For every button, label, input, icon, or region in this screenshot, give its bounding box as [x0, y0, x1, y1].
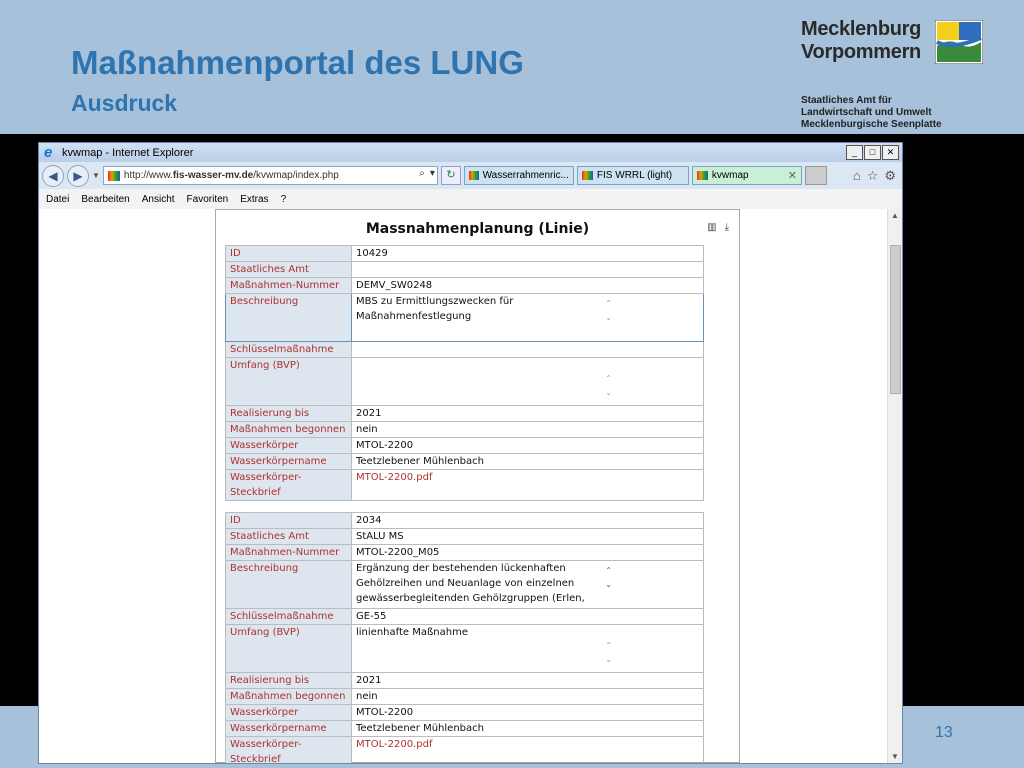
- table-row: [226, 342, 704, 358]
- tab-favicon-icon: [582, 171, 593, 180]
- table-row: [226, 294, 704, 342]
- menu-bearbeiten[interactable]: Bearbeiten: [81, 193, 130, 205]
- scroll-down-icon[interactable]: ▼: [891, 752, 899, 761]
- table-row: [226, 689, 704, 705]
- textarea-scroll-icon[interactable]: ⌃ ⌄: [605, 299, 612, 322]
- table-row: [226, 705, 704, 721]
- value-id: 2034: [352, 513, 704, 529]
- agency-line3: Mecklenburgische Seenplatte: [801, 119, 942, 130]
- mv-logo: [801, 18, 1001, 64]
- label-id: ID: [226, 513, 352, 529]
- slide-subtitle: Ausdruck: [71, 90, 178, 116]
- search-icon[interactable]: ⌕: [419, 168, 425, 179]
- page-number: 13: [935, 724, 953, 741]
- refresh-button[interactable]: ↻: [441, 166, 461, 185]
- table-row: [226, 262, 704, 278]
- record-table: [225, 512, 704, 764]
- value-umfang[interactable]: [352, 625, 704, 673]
- panel-tools: [707, 222, 729, 233]
- steckbrief-link[interactable]: MTOL-2200.pdf: [352, 737, 704, 765]
- forward-button[interactable]: ▶: [67, 165, 89, 187]
- navigation-bar: [39, 162, 902, 189]
- umfang-text: linienhafte Maßnahme: [356, 627, 468, 638]
- address-domain: fis-wasser-mv.de: [172, 170, 254, 181]
- address-tools: [419, 168, 435, 179]
- ie-logo-icon: e: [44, 143, 53, 161]
- table-row: [226, 470, 704, 501]
- menu-datei[interactable]: Datei: [46, 193, 70, 205]
- tab-label: kvwmap: [711, 170, 749, 181]
- label-wk-name: Wasserkörpername: [226, 454, 352, 470]
- mv-flag-icon: [935, 20, 983, 64]
- tab-favicon-icon: [697, 171, 708, 180]
- scroll-thumb[interactable]: [890, 245, 901, 394]
- table-row: [226, 673, 704, 689]
- tab-fis-wrrl[interactable]: [577, 166, 689, 185]
- table-row: [226, 406, 704, 422]
- page-content: [39, 209, 902, 763]
- logo-text-line2: Vorpommern: [801, 41, 921, 63]
- value-id: 10429: [352, 246, 704, 262]
- table-row: [226, 625, 704, 673]
- value-amt: [352, 262, 704, 278]
- table-row: [226, 246, 704, 262]
- browser-toolbar-icons: [853, 168, 896, 184]
- label-begonnen: Maßnahmen begonnen: [226, 422, 352, 438]
- label-amt: Staatliches Amt: [226, 262, 352, 278]
- value-schluessel: GE-55: [352, 609, 704, 625]
- value-schluessel: [352, 342, 704, 358]
- address-suffix: /kvwmap/index.php: [253, 170, 339, 181]
- window-controls: [846, 145, 899, 160]
- value-beschreibung[interactable]: [352, 561, 704, 609]
- browser-window: [38, 142, 903, 764]
- browser-title-bar: [39, 143, 902, 162]
- value-realisierung: 2021: [352, 406, 704, 422]
- beschreibung-line: MBS zu Ermittlungszwecken für: [356, 296, 514, 307]
- menu-ansicht[interactable]: Ansicht: [141, 193, 175, 205]
- menu-help[interactable]: ?: [280, 193, 287, 205]
- value-nummer: DEMV_SW0248: [352, 278, 704, 294]
- beschreibung-line: Ergänzung der bestehenden lückenhaften: [356, 563, 566, 574]
- label-wasserkoerper: Wasserkörper: [226, 438, 352, 454]
- beschreibung-line: Maßnahmenfestlegung: [356, 311, 472, 322]
- tab-kvwmap[interactable]: [692, 166, 802, 185]
- label-schluessel: Schlüsselmaßnahme: [226, 342, 352, 358]
- slide-title: Maßnahmenportal des LUNG: [71, 44, 524, 81]
- beschreibung-line: gewässerbegleitenden Gehölzgruppen (Erlen,: [356, 593, 585, 604]
- value-begonnen: nein: [352, 422, 704, 438]
- table-row: [226, 609, 704, 625]
- value-umfang[interactable]: [352, 358, 704, 406]
- label-realisierung: Realisierung bis: [226, 673, 352, 689]
- textarea-scroll-icon[interactable]: ⌃ ⌄: [605, 641, 612, 664]
- label-begonnen: Maßnahmen begonnen: [226, 689, 352, 705]
- table-row: [226, 422, 704, 438]
- beschreibung-line: Gehölzreihen und Neuanlage von einzelnen: [356, 578, 575, 589]
- value-nummer: MTOL-2200_M05: [352, 545, 704, 561]
- minimize-button[interactable]: _: [846, 145, 863, 160]
- label-id: ID: [226, 246, 352, 262]
- label-wasserkoerper: Wasserkörper: [226, 705, 352, 721]
- tab-label: FIS WRRL (light): [596, 170, 673, 181]
- value-amt: StALU MS: [352, 529, 704, 545]
- menu-favoriten[interactable]: Favoriten: [186, 193, 229, 205]
- value-realisierung: 2021: [352, 673, 704, 689]
- label-nummer: Maßnahmen-Nummer: [226, 278, 352, 294]
- logo-text-line1: Mecklenburg: [801, 18, 922, 40]
- history-dropdown-icon[interactable]: ▼: [92, 171, 100, 180]
- label-nummer: Maßnahmen-Nummer: [226, 545, 352, 561]
- table-row: [226, 545, 704, 561]
- tab-close-icon[interactable]: ✕: [787, 170, 797, 182]
- label-steckbrief: Wasserkörper-Steckbrief: [226, 737, 352, 765]
- window-title: kvwmap - Internet Explorer: [62, 146, 194, 159]
- table-row: [226, 529, 704, 545]
- value-beschreibung[interactable]: [352, 294, 704, 342]
- settings-gear-icon[interactable]: ⚙: [884, 167, 896, 183]
- table-row: [226, 561, 704, 609]
- table-row: [226, 513, 704, 529]
- address-bar[interactable]: [103, 166, 438, 185]
- download-icon[interactable]: ⤓: [724, 222, 729, 233]
- maximize-button[interactable]: □: [864, 145, 881, 160]
- label-steckbrief: Wasserkörper-Steckbrief: [226, 470, 352, 501]
- steckbrief-link[interactable]: MTOL-2200.pdf: [352, 470, 704, 501]
- textarea-scroll-icon[interactable]: ⌃ ⌄: [605, 566, 612, 589]
- value-wk-name: Teetzlebener Mühlenbach: [352, 454, 704, 470]
- label-beschreibung: Beschreibung: [226, 294, 352, 342]
- agency-line1: Staatliches Amt für: [801, 95, 892, 106]
- site-favicon-icon: [108, 171, 120, 181]
- value-wk-name: Teetzlebener Mühlenbach: [352, 721, 704, 737]
- table-row: [226, 438, 704, 454]
- table-row: [226, 358, 704, 406]
- page-scrollbar[interactable]: [887, 209, 902, 763]
- columns-icon[interactable]: ▥: [707, 222, 717, 233]
- record-table: [225, 245, 704, 501]
- close-button[interactable]: ✕: [882, 145, 899, 160]
- new-tab-button[interactable]: [805, 166, 827, 185]
- table-row: [226, 454, 704, 470]
- home-icon[interactable]: ⌂: [852, 167, 861, 183]
- label-schluessel: Schlüsselmaßnahme: [226, 609, 352, 625]
- tab-wasserrahmenrichtlinie[interactable]: [464, 166, 574, 185]
- scroll-up-icon[interactable]: ▲: [891, 211, 899, 220]
- table-row: [226, 278, 704, 294]
- agency-name: [801, 95, 942, 131]
- label-wk-name: Wasserkörpername: [226, 721, 352, 737]
- address-prefix: http://www.: [123, 170, 173, 181]
- label-umfang: Umfang (BVP): [226, 358, 352, 406]
- value-wasserkoerper: MTOL-2200: [352, 705, 704, 721]
- label-amt: Staatliches Amt: [226, 529, 352, 545]
- label-beschreibung: Beschreibung: [226, 561, 352, 609]
- value-begonnen: nein: [352, 689, 704, 705]
- label-umfang: Umfang (BVP): [226, 625, 352, 673]
- table-row: [226, 737, 704, 765]
- massnahmen-panel: [215, 209, 740, 763]
- textarea-scroll-icon[interactable]: ⌃ ⌄: [605, 374, 612, 397]
- tab-label: Wasserrahmenric...: [482, 170, 569, 181]
- tab-favicon-icon: [469, 171, 479, 180]
- panel-title: Massnahmenplanung (Linie): [365, 221, 590, 237]
- label-realisierung: Realisierung bis: [226, 406, 352, 422]
- menu-bar: [39, 189, 902, 210]
- favorites-star-icon[interactable]: ☆: [866, 167, 879, 183]
- back-button[interactable]: ◀: [42, 165, 64, 187]
- value-wasserkoerper: MTOL-2200: [352, 438, 704, 454]
- menu-extras[interactable]: Extras: [240, 193, 269, 205]
- table-row: [226, 721, 704, 737]
- address-dropdown-icon[interactable]: ▾: [429, 168, 435, 179]
- agency-line2: Landwirtschaft und Umwelt: [801, 107, 932, 118]
